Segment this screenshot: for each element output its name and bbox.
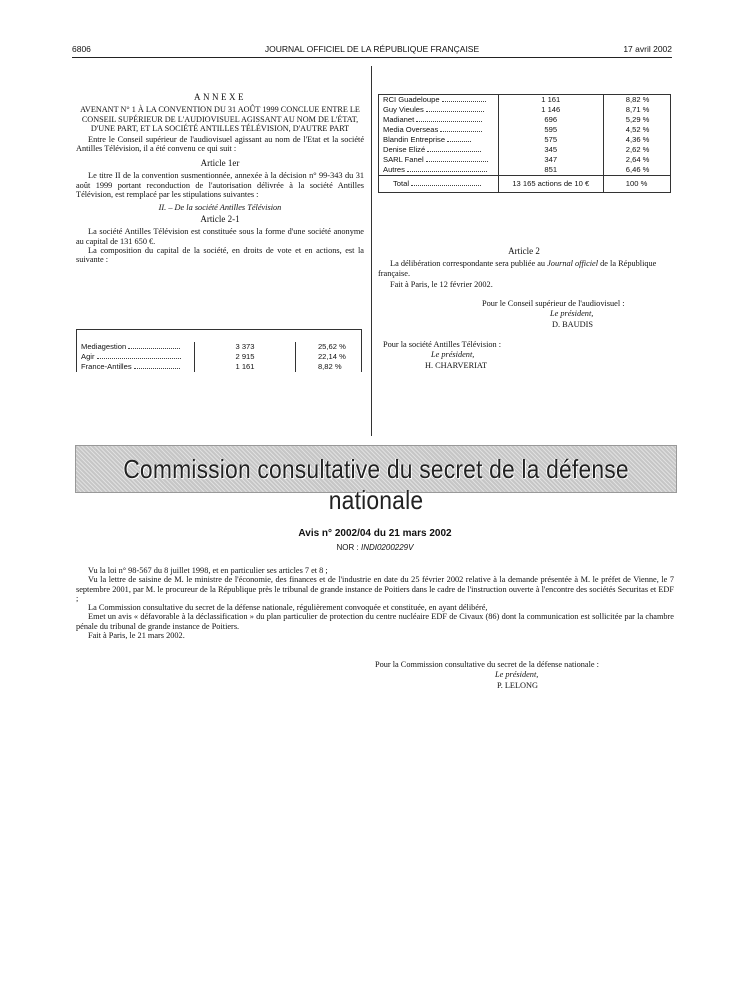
share-percent: 22,14 %: [317, 352, 346, 361]
issue-date: 17 avril 2002: [623, 44, 672, 54]
shareholder-name: SARL Fanel: [383, 155, 424, 164]
total-label: Total: [393, 178, 410, 188]
article-2-title: Article 2: [508, 246, 540, 256]
table-row: [379, 155, 670, 165]
share-count: 696: [498, 115, 603, 125]
avenant-title: AVENANT N° 1 À LA CONVENTION DU 31 AOÛT 1999 CONCLUE ENTRE LE CONSEIL SUPÉRIEUR DE L'AUDIOVISUEL AGISSANT AU NOM DE L'ÉTAT, D'UNE PART, ET LA SOCIÉTÉ ANTILLES TÉLÉVISION, D'AUTRE PART: [80, 105, 360, 133]
signatory-name: P. LELONG: [497, 680, 539, 690]
capital-table-continued: [379, 95, 670, 192]
capital-table-part-2: [378, 94, 671, 193]
signatory-for: Pour la société Antilles Télévision :: [383, 340, 502, 349]
page-header: [72, 44, 672, 58]
annexe-heading: ANNEXE: [194, 92, 246, 102]
share-count: 2 915: [195, 352, 296, 362]
table-row: [379, 125, 670, 135]
signatory-for: Pour la Commission consultative du secret de la défense nationale :: [375, 660, 599, 669]
table-row: [379, 95, 670, 105]
article-2-1-text-1: La société Antilles Télévision est constituée sous la forme d'une société anonyme au capital de 131 650 €.: [76, 227, 364, 246]
table-row: [379, 165, 670, 176]
share-percent: 8,82 %: [625, 95, 650, 104]
share-count: 347: [498, 155, 603, 165]
section-banner: [75, 445, 677, 515]
signatory-name: D. BAUDIS: [552, 319, 594, 329]
section-title: II. – De la société Antilles Télévision: [158, 203, 282, 213]
signatory-for: Pour le Conseil supérieur de l'audiovisuel :: [482, 299, 625, 308]
signature-block-commission: [375, 660, 675, 691]
capital-table-part-1: [76, 329, 362, 372]
journal-title: JOURNAL OFFICIEL DE LA RÉPUBLIQUE FRANÇAISE: [264, 44, 480, 54]
signatory-role: Le président,: [431, 350, 475, 360]
total-shares: 13 165 actions de 10 €: [498, 176, 603, 192]
left-column: [76, 94, 364, 265]
share-count: 1 146: [498, 105, 603, 115]
shareholder-name: France-Antilles: [81, 362, 132, 371]
shareholder-name: RCI Guadeloupe: [383, 95, 440, 104]
share-percent: 2,62 %: [625, 145, 650, 154]
share-percent: 8,82 %: [317, 362, 342, 371]
signature-block-csa: [482, 299, 672, 330]
share-count: 595: [498, 125, 603, 135]
avis-body: [76, 566, 674, 640]
avis-title: Avis n° 2002/04 du 21 mars 2002: [298, 528, 452, 539]
capital-table: [77, 342, 361, 372]
shareholder-name: Agir: [81, 352, 95, 361]
share-percent: 6,46 %: [625, 165, 650, 174]
shareholder-name: Denise Elizé: [383, 145, 426, 154]
article-1-text: Le titre II de la convention susmentionnée, annexée à la décision n° 99-343 du 31 août 1999 portant reconduction de l'autorisation délivrée à la société Antilles Télévision, est remplacé par les stipulations suivantes :: [76, 171, 364, 200]
signatory-role: Le président,: [550, 309, 594, 319]
table-row: [77, 342, 361, 352]
share-percent: 5,29 %: [625, 115, 650, 124]
share-count: 345: [498, 145, 603, 155]
shareholder-name: Autres: [383, 165, 405, 174]
table-row: [77, 362, 361, 372]
share-count: 1 161: [195, 362, 296, 372]
page-number: 6806: [72, 44, 91, 54]
share-count: 851: [498, 165, 603, 176]
share-percent: 25,62 %: [317, 342, 346, 351]
banner-title: Commission consultative du secret de la défense nationale: [123, 454, 629, 515]
table-row: [379, 115, 670, 125]
article-2-1-title: Article 2-1: [200, 213, 240, 224]
shareholder-name: Madianet: [383, 115, 415, 124]
intro-paragraph: Entre le Conseil supérieur de l'audiovisuel agissant au nom de l'Etat et la société Antilles Télévision, il a été convenu ce qui suit :: [76, 135, 364, 154]
table-row: [379, 105, 670, 115]
shareholder-name: Media Overseas: [383, 125, 439, 134]
share-percent: 4,52 %: [625, 125, 650, 134]
avis-paragraph-1: Vu la loi n° 98-567 du 8 juillet 1998, et en particulier ses articles 7 et 8 ;: [88, 566, 328, 575]
shareholder-name: Blandin Entreprise: [383, 135, 446, 144]
shareholder-name: Mediagestion: [81, 342, 127, 351]
share-percent: 8,71 %: [625, 105, 650, 114]
avis-paragraph-3: La Commission consultative du secret de la défense nationale, régulièrement convoquée et constituée, en ayant délibéré,: [88, 603, 488, 613]
right-column-text: [378, 247, 670, 290]
avis-paragraph-2: Vu la lettre de saisine de M. le ministre de l'économie, des finances et de l'industrie en date du 25 février 2002 relative à la demande présentée à M. le préfet de Vienne, le 7 septembre 2001, par M. le procureur de la République près le tribunal de grande instance de Poitiers dans le cadre de l'instruction ouverte à l'encontre des sociétés Securitas et EDF ;: [76, 575, 674, 603]
table-total-row: [379, 176, 670, 192]
total-percent: 100 %: [603, 176, 670, 192]
shareholder-name: Guy Vieules: [383, 105, 424, 114]
share-count: 1 161: [498, 95, 603, 105]
share-percent: 2,64 %: [625, 155, 650, 164]
share-count: 575: [498, 135, 603, 145]
signatory-name: H. CHARVERIAT: [425, 360, 488, 370]
avis-paragraph-4: Emet un avis « défavorable à la déclassification » du plan particulier de protection du centre nucléaire EDF de Civaux (86) dont la communication est sollicitée par la chambre pénale du tribunal de grande instance de Poitiers.: [76, 612, 674, 631]
column-divider: [371, 66, 372, 436]
article-1-title: Article 1er: [200, 157, 240, 168]
table-row: [379, 135, 670, 145]
nor-reference: NOR : INDI0200229V: [336, 543, 414, 552]
avis-date: Fait à Paris, le 21 mars 2002.: [88, 631, 185, 641]
article-2-text: La délibération correspondante sera publiée au Journal officiel de la République française.: [378, 259, 657, 278]
article-2-1-text-2: La composition du capital de la société, en droits de vote et en actions, est la suivante :: [76, 246, 364, 265]
table-row: [77, 352, 361, 362]
share-count: 3 373: [195, 342, 296, 352]
table-row: [379, 145, 670, 155]
signature-block-antilles: [383, 340, 583, 371]
signature-date: Fait à Paris, le 12 février 2002.: [390, 280, 493, 290]
signatory-role: Le président,: [495, 670, 539, 680]
share-percent: 4,36 %: [625, 135, 650, 144]
